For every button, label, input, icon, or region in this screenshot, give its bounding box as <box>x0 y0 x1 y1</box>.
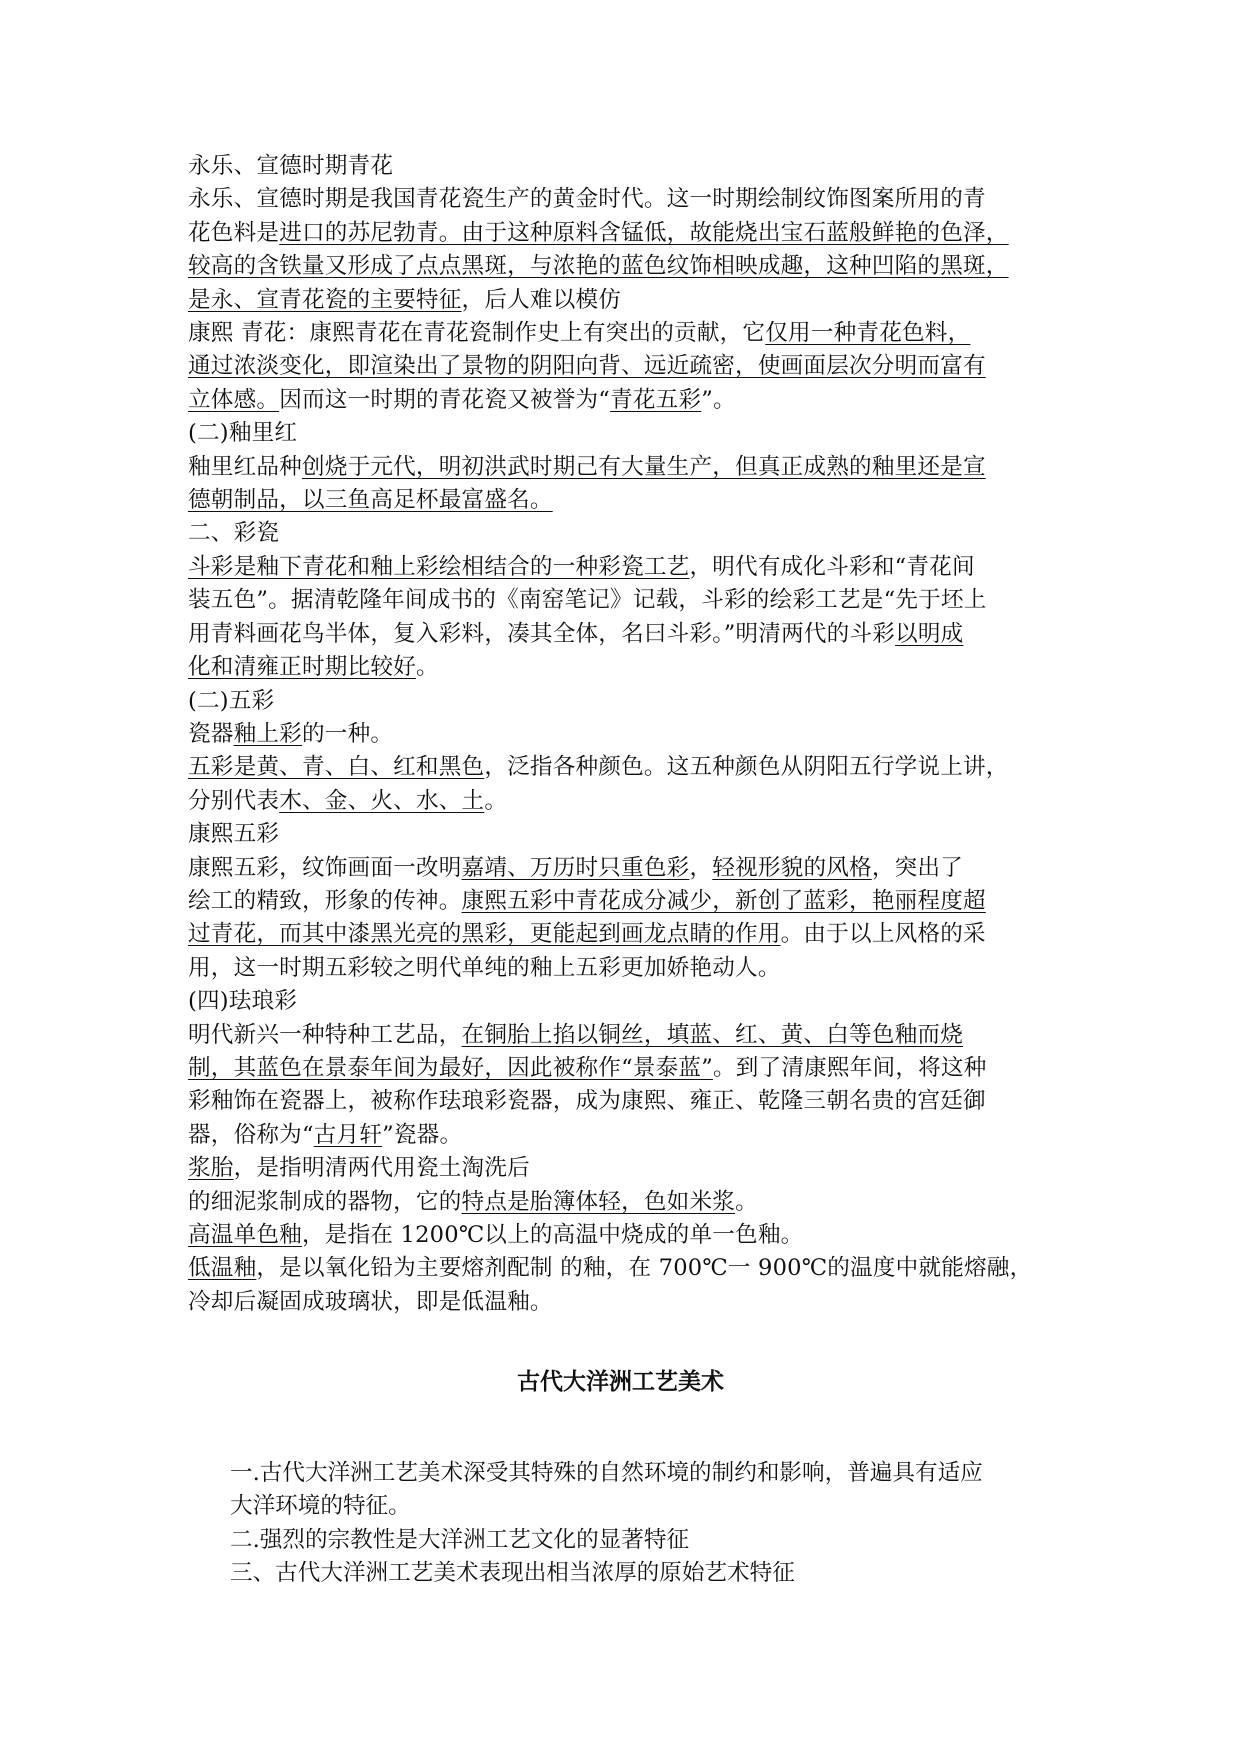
text-segment: ，是指在 1200℃以上的高温中烧成的单一色釉。 <box>301 1222 804 1248</box>
underlined-text: 是永、宣青花瓷的主要特征 <box>188 286 462 313</box>
text-segment: 器，俗称为“ <box>188 1121 314 1148</box>
text-line <box>188 1052 1058 1085</box>
text-line <box>188 618 1058 651</box>
text-line <box>188 785 1058 818</box>
text-segment: 用，这一时期五彩较之明代单纯的釉上五彩更加娇艳动人。 <box>188 954 781 981</box>
text-line <box>188 885 1058 918</box>
underlined-text: 浆胎 <box>188 1155 234 1182</box>
underlined-text: 通过浓淡变化，即渲染出了景物的阴阳向背、远近疏密，使画面层次分明而富有 <box>188 353 986 380</box>
text-segment: ”瓷器。 <box>382 1121 463 1148</box>
ceramics-notes <box>188 150 1058 1319</box>
text-line <box>188 1119 1058 1152</box>
underlined-text: 轻视形貌的风格 <box>712 854 872 881</box>
text-line <box>188 150 1058 183</box>
section-title: 古代大洋洲工艺美术 <box>517 1368 724 1395</box>
text-segment: 明代新兴一种特种工艺品， <box>188 1021 462 1048</box>
text-line <box>188 852 1058 885</box>
oceania-line: 一.古代大洋洲工艺美术深受其特殊的自然环境的制约和影响，普遍具有适应 <box>230 1460 983 1486</box>
underlined-text: 以明成 <box>895 620 964 647</box>
oceania-line: 二.强烈的宗教性是大洋洲工艺文化的显著特征 <box>230 1526 690 1553</box>
text-line <box>188 918 1058 951</box>
text-segment: 二、彩瓷 <box>188 520 280 547</box>
text-segment: ，是以氧化铅为主要熔剂配制 的釉，在 700℃一 900℃的温度中就能熔融， <box>256 1255 1033 1282</box>
underlined-text: 制，其蓝色在景泰年间为最好，因此被称作“景泰蓝” <box>188 1054 713 1081</box>
underlined-text: 较高的含铁量又形成了点点黑斑，与浓艳的蓝色纹饰相映成趣，这种凹陷的黑斑， <box>188 253 1009 280</box>
text-line <box>188 1286 1058 1319</box>
text-segment: 绘工的精致，形象的传神。 <box>188 887 462 914</box>
text-segment: (二)五彩 <box>188 687 275 714</box>
text-segment: 永乐、宣德时期是我国青花瓷生产的黄金时代。这一时期绘制纹饰图案所用的青 <box>188 186 986 213</box>
text-segment: 的一种。 <box>301 720 394 747</box>
underlined-text: 古月轩 <box>313 1121 383 1148</box>
underlined-text: 德朝制品，以三鱼高足杯最富盛名。 <box>188 487 553 514</box>
text-segment: 康熙五彩，纹饰画面一改明 <box>188 854 462 881</box>
text-segment: 。由于以上风格的采 <box>780 921 986 948</box>
text-line <box>188 1019 1058 1052</box>
text-segment: 分别代表 <box>188 787 280 814</box>
text-segment: 。 <box>415 654 439 681</box>
text-line <box>188 985 1058 1018</box>
underlined-text: 低温釉 <box>188 1255 257 1282</box>
text-segment: 。 <box>484 787 508 814</box>
underlined-text: 过青花，而其中漆黑光亮的黑彩，更能起到画龙点睛的作用 <box>188 921 781 948</box>
text-segment: (四)珐琅彩 <box>188 988 298 1015</box>
text-segment: 永乐、宣德时期青花 <box>188 153 394 179</box>
text-line <box>188 217 1058 250</box>
text-segment: 装五色”。据清乾隆年间成书的《南窑笔记》记载，斗彩的绘彩工艺是“先于坯上 <box>188 587 987 614</box>
text-segment: 釉里红品种 <box>188 453 302 480</box>
text-segment: 因而这一时期的青花瓷又被誉为“ <box>279 386 611 413</box>
oceania-line: 三、古代大洋洲工艺美术表现出相当浓厚的原始艺术特征 <box>230 1560 795 1587</box>
text-line <box>188 317 1058 350</box>
text-line <box>188 183 1058 216</box>
text-segment: 康熙五彩 <box>188 821 280 848</box>
underlined-text: 化和清雍正时期比较好 <box>188 654 416 681</box>
text-line <box>188 718 1058 751</box>
text-segment: ，后人难以模仿 <box>461 286 622 313</box>
text-segment: ，突出了 <box>871 854 964 881</box>
text-segment: 花色料是 <box>188 219 280 246</box>
underlined-text: 创烧于元代，明初洪武时期己有大量生产，但真正成熟的釉里还是宣 <box>301 453 986 480</box>
text-segment: ”。 <box>701 386 736 413</box>
underlined-text: 立体感。 <box>188 386 280 413</box>
text-segment: 冷却后凝固成玻璃状，即是低温釉。 <box>188 1288 553 1315</box>
text-segment: ，明代有成化斗彩和“青花间 <box>689 553 975 580</box>
text-segment: 。到了清康熙年间，将这种 <box>712 1054 987 1081</box>
text-line <box>188 417 1058 450</box>
text-line <box>188 751 1058 784</box>
text-line <box>188 952 1058 985</box>
text-line <box>188 517 1058 550</box>
text-line <box>188 484 1058 517</box>
text-segment: ，是指明清两代用瓷土淘洗后 <box>233 1155 530 1182</box>
text-segment: 康熙 青花：康熙青花在青花瓷制作史上有突出的贡献，它 <box>188 320 766 347</box>
text-segment: (二)釉里红 <box>188 420 298 447</box>
underlined-text: 斗彩是釉下青花和釉上彩绘相结合的一种彩瓷工艺 <box>188 553 690 580</box>
underlined-text: 嘉靖、万历时只重色彩 <box>461 854 690 881</box>
text-line <box>188 451 1058 484</box>
underlined-text: 木、金、火、水、土 <box>279 787 485 814</box>
text-line <box>188 1186 1058 1219</box>
oceania-notes <box>230 1457 1070 1591</box>
text-line <box>188 284 1058 317</box>
underlined-text: 青花五彩 <box>610 386 702 413</box>
text-line <box>188 1152 1058 1185</box>
underlined-text: 五彩是黄、青、白、红和黑色 <box>188 754 485 781</box>
underlined-text: 进口的苏尼勃青。由于这种原料含锰低，故能烧出宝石蓝般鲜艳的色泽， <box>279 219 1009 246</box>
text-segment: 的细泥浆制成的器物，它的 <box>188 1188 462 1215</box>
underlined-text: 高温单色釉 <box>188 1222 302 1248</box>
text-line <box>188 350 1058 383</box>
underlined-text: 康熙五彩中青花成分减少，新创了蓝彩，艳丽程度超 <box>461 887 986 914</box>
underlined-text: 釉上彩 <box>233 720 302 747</box>
text-segment: ， <box>689 854 713 881</box>
text-line <box>188 250 1058 283</box>
text-line <box>188 685 1058 718</box>
text-line <box>188 584 1058 617</box>
oceania-line: 大洋环境的特征。 <box>230 1493 411 1520</box>
text-line <box>188 1219 1058 1252</box>
text-segment: 。 <box>735 1188 758 1215</box>
underlined-text: 在铜胎上掐以铜丝，填蓝、红、黄、白等色釉而烧 <box>461 1021 963 1048</box>
text-line <box>188 384 1058 417</box>
text-segment: 用青料画花鸟半体，复入彩料，凑其全体，名曰斗彩。”明清两代的斗彩 <box>188 620 896 647</box>
underlined-text: 仅用一种青花色料， <box>765 320 971 347</box>
text-segment: 彩釉饰在瓷器上，被称作珐琅彩瓷器，成为康熙、雍正、乾隆三朝名贵的宫廷御 <box>188 1088 986 1115</box>
text-line <box>188 1252 1058 1285</box>
text-segment: ，泛指各种颜色。这五种颜色从阴阳五行学说上讲， <box>484 754 1009 781</box>
text-line <box>188 651 1058 684</box>
text-line <box>188 818 1058 851</box>
text-line <box>188 1085 1058 1118</box>
underlined-text: 特点是胎簿体轻，色如米浆 <box>461 1188 736 1215</box>
text-segment: 瓷器 <box>188 720 234 747</box>
text-line <box>188 551 1058 584</box>
